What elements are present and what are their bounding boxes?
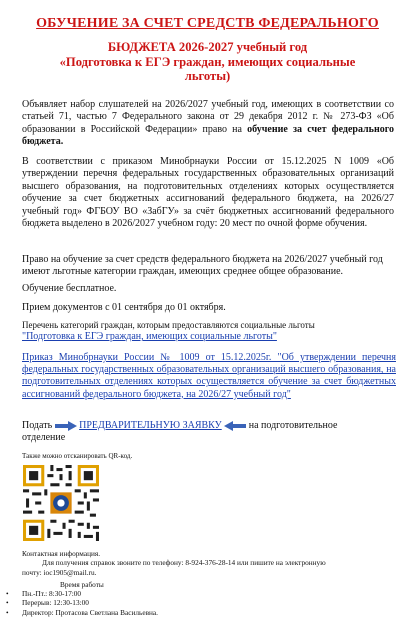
title-line-2: БЮДЖЕТА 2026-2027 учебный год <box>107 40 308 54</box>
arrow-right-icon <box>55 421 77 431</box>
director: Директор: Протасова Светлана Васильевна. <box>22 607 158 617</box>
bullet-icon: • <box>6 598 9 608</box>
title-line-1: ОБУЧЕНИЕ ЗА СЧЕТ СРЕДСТВ ФЕДЕРАЛЬНОГО <box>36 16 379 31</box>
title-subtitle <box>0 40 415 84</box>
list-item <box>6 589 158 598</box>
hours-title: Время работы <box>60 580 104 589</box>
order-link[interactable]: Приказ Минобрнауки России № 1009 от 15.12.2025г. "Об утверждении перечня федеральных государственных образовательных организаций высшего образования, на подготовительных отделениях которых осуществляется обучение за счет бюджетных ассигнований федерального бюджета, на 2026/27 учебный год" <box>22 352 396 400</box>
bullet-icon: • <box>6 607 9 617</box>
qr-caption: Также можно отсканировать QR-код. <box>22 452 133 460</box>
categories-link[interactable]: "Подготовка к ЕГЭ граждан, имеющих социальные льготы" <box>22 331 277 342</box>
hours-weekdays: Пн.-Пт.: 8:30-17:00 <box>22 589 82 598</box>
intro-paragraph <box>22 99 394 149</box>
contacts-title: Контактная информация. <box>22 549 101 558</box>
acceptance-text: Прием документов с 01 сентября до 01 октября. <box>22 302 226 313</box>
intro-text: Объявляет набор слушателей на 2026/2027 учебный год, имеющих в соответствии со статьей 71, частью 7 Федерального закона от 29 декабря 2012 г. № 273-ФЗ «Об образовании в Российской Федерации» право на <box>22 99 394 135</box>
list-item <box>6 608 158 617</box>
arrow-left-icon <box>224 421 246 431</box>
contacts-block <box>22 549 407 577</box>
apply-row <box>22 420 394 445</box>
list-item <box>6 598 158 607</box>
qr-code-icon[interactable] <box>23 465 99 541</box>
contacts-line-1: Для получения справок звоните по телефону: 8-924-376-28-14 или пишите на электронную <box>42 558 326 568</box>
hours-list <box>6 589 158 617</box>
bullet-icon: • <box>6 589 9 598</box>
hours-break: Перерыв: 12:30-13:00 <box>22 598 89 608</box>
order-paragraph: В соответствии с приказом Минобрнауки России от 15.12.2025 N 1009 «Об утверждении перечня федеральных государственных образовательных организаций высшего образования, на подготовительных отделениях которых осуществляется обучение за счет бюджетных ассигнований федерального бюджета, на 2026/27 учебный год» ФГБОУ ВО «ЗабГУ» за счёт бюджетных ассигнований федерального бюджета выделено в 2026/2027 учебном году: 20 мест по очной форме обучения. <box>22 156 394 230</box>
title-line-3: «Подготовка к ЕГЭ граждан, имеющих социальные <box>59 54 356 69</box>
title-line-4: льготы) <box>184 69 231 83</box>
apply-suffix: на подготовительное <box>248 420 338 431</box>
categories-link-wrap <box>22 331 394 343</box>
preliminary-application-link[interactable]: ПРЕДВАРИТЕЛЬНУЮ ЗАЯВКУ <box>79 420 222 431</box>
intro-bold: обучение за счет федерального бюджета. <box>22 123 395 148</box>
right-paragraph: Право на обучение за счет средств федерального бюджета на 2026/2027 учебный год имеют льготные категории граждан, имеющих среднее общее образование. <box>22 254 383 278</box>
free-text: Обучение бесплатное. <box>22 283 117 294</box>
apply-prefix: Подать <box>22 420 53 431</box>
apply-suffix-line2: отделение <box>22 432 66 444</box>
categories-caption: Перечень категорий граждан, которым предоставляются социальные льготы <box>22 320 315 330</box>
contacts-line-2[interactable]: почту: ioc1905@mail.ru. <box>22 567 97 577</box>
